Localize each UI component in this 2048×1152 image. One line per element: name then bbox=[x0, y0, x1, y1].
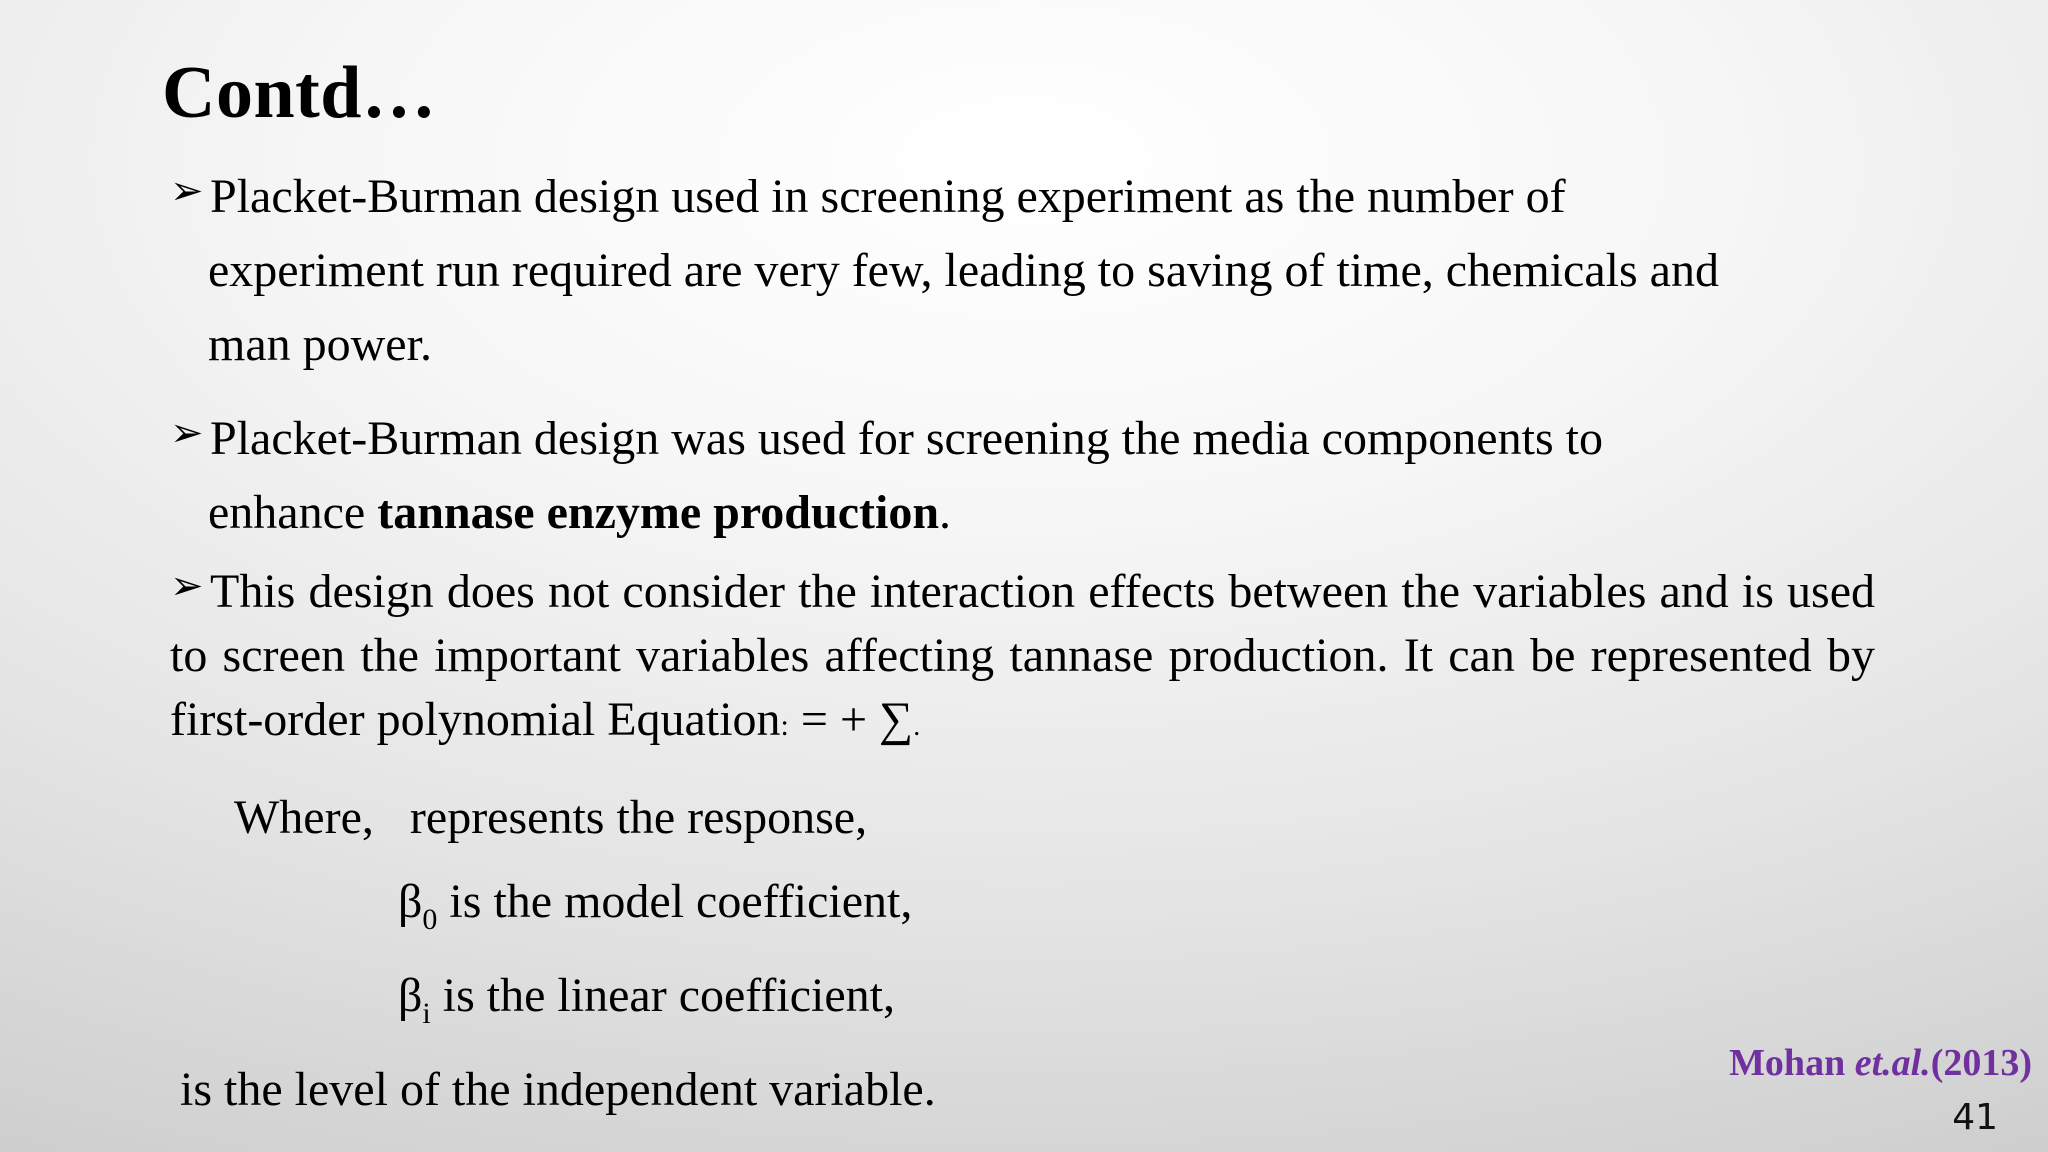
where-response-line: Where, represents the response, bbox=[234, 791, 868, 844]
citation-author: Mohan bbox=[1729, 1042, 1855, 1084]
bullet-3-text: This design does not consider the interaction effects between the variables and is used to screen the important variables affecting tannase production. It can be represented by first-order polynomial Equation bbox=[170, 565, 1875, 746]
bullet-screening-experiment bbox=[170, 160, 1890, 382]
independent-variable-line: is the level of the independent variable. bbox=[180, 1063, 936, 1116]
page-number: 41 bbox=[1952, 1097, 1998, 1138]
arrowhead-bullet-icon: ➢ bbox=[170, 168, 204, 214]
bullet-media-components bbox=[170, 402, 1890, 550]
bullet-1-line-3: man power. bbox=[208, 318, 432, 371]
beta0-subscript: 0 bbox=[422, 903, 438, 936]
equation-end-dot: . bbox=[913, 711, 921, 742]
citation-year: (2013) bbox=[1930, 1042, 2032, 1084]
equation-colon: : bbox=[780, 709, 789, 742]
bullet-1-line-1: Placket-Burman design used in screening experiment as the number of bbox=[210, 170, 1566, 223]
bullet-design-interaction bbox=[170, 560, 1875, 759]
beta0-text: is the model coefficient, bbox=[437, 875, 913, 928]
beta-symbol: β bbox=[398, 875, 423, 928]
betai-text: is the linear coefficient, bbox=[430, 969, 896, 1022]
arrowhead-bullet-icon: ➢ bbox=[170, 410, 204, 456]
slide-title: Contd… bbox=[162, 52, 437, 134]
tannase-enzyme-production-emphasis: tannase enzyme production bbox=[377, 486, 940, 539]
bullet-2-line-1: Placket-Burman design was used for screening the media components to bbox=[210, 412, 1603, 465]
arrowhead-bullet-icon: ➢ bbox=[170, 563, 204, 609]
bullet-1-line-2: experiment run required are very few, leading to saving of time, chemicals and bbox=[208, 244, 1719, 297]
beta-symbol: β bbox=[398, 969, 423, 1022]
citation bbox=[1729, 1044, 2032, 1082]
bullet-2-line-2-prefix: enhance bbox=[208, 486, 378, 539]
betai-subscript: i bbox=[422, 997, 431, 1030]
beta0-definition bbox=[398, 866, 912, 956]
equation-expression: = + ∑ bbox=[788, 693, 914, 746]
betai-definition bbox=[398, 960, 895, 1050]
citation-etal: et.al. bbox=[1854, 1042, 1931, 1084]
bullet-2-line-2-suffix: . bbox=[939, 486, 952, 539]
